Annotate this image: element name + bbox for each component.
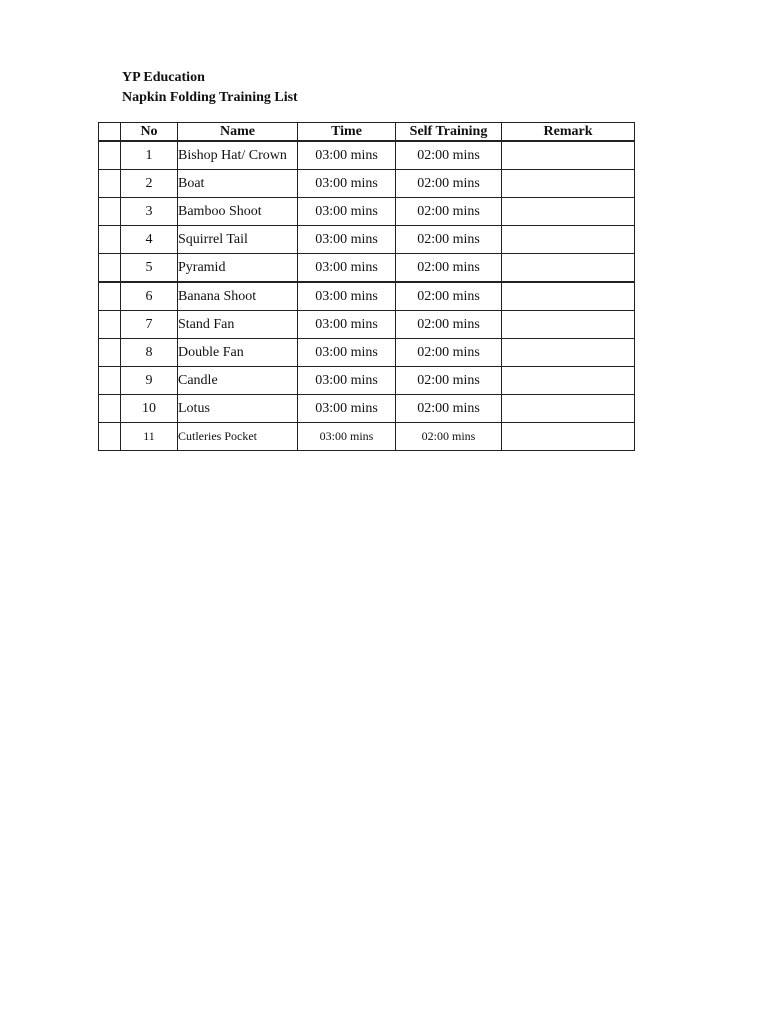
no-cell: 3 [121,198,178,226]
time-cell: 03:00 mins [298,339,396,367]
self-training-cell: 02:00 mins [396,423,502,451]
time-cell: 03:00 mins [298,198,396,226]
name-cell: Bishop Hat/ Crown [178,141,298,170]
self-training-cell: 02:00 mins [396,367,502,395]
blank-cell [99,423,121,451]
self-training-cell: 02:00 mins [396,141,502,170]
self-training-cell: 02:00 mins [396,254,502,283]
no-cell: 7 [121,311,178,339]
time-cell: 03:00 mins [298,367,396,395]
table-row [99,141,635,170]
time-cell: 03:00 mins [298,170,396,198]
remark-cell [502,423,635,451]
no-cell: 6 [121,282,178,311]
name-cell: Boat [178,170,298,198]
organization-name: YP Education [122,70,205,85]
blank-cell [99,339,121,367]
column-header-remark: Remark [502,123,635,142]
blank-cell [99,311,121,339]
time-cell: 03:00 mins [298,311,396,339]
blank-cell [99,282,121,311]
name-cell: Candle [178,367,298,395]
self-training-cell: 02:00 mins [396,339,502,367]
no-cell: 4 [121,226,178,254]
no-cell: 10 [121,395,178,423]
blank-cell [99,198,121,226]
table-row [99,367,635,395]
table-row [99,339,635,367]
blank-cell [99,254,121,283]
no-cell: 2 [121,170,178,198]
remark-cell [502,170,635,198]
name-cell: Double Fan [178,339,298,367]
training-list-table [98,122,635,451]
no-cell: 1 [121,141,178,170]
table-row [99,254,635,283]
name-cell: Stand Fan [178,311,298,339]
blank-cell [99,367,121,395]
time-cell: 03:00 mins [298,226,396,254]
self-training-cell: 02:00 mins [396,311,502,339]
table-row [99,395,635,423]
remark-cell [502,367,635,395]
self-training-cell: 02:00 mins [396,226,502,254]
no-cell: 9 [121,367,178,395]
self-training-cell: 02:00 mins [396,198,502,226]
table-row [99,282,635,311]
no-cell: 5 [121,254,178,283]
no-cell: 8 [121,339,178,367]
time-cell: 03:00 mins [298,423,396,451]
document-title: Napkin Folding Training List [122,90,298,105]
table-row [99,226,635,254]
column-header-time: Time [298,123,396,142]
name-cell: Squirrel Tail [178,226,298,254]
self-training-cell: 02:00 mins [396,282,502,311]
blank-cell [99,395,121,423]
time-cell: 03:00 mins [298,282,396,311]
blank-cell [99,141,121,170]
header-row [99,123,635,142]
column-header-blank [99,123,121,142]
remark-cell [502,198,635,226]
name-cell: Banana Shoot [178,282,298,311]
self-training-cell: 02:00 mins [396,170,502,198]
remark-cell [502,395,635,423]
column-header-name: Name [178,123,298,142]
blank-cell [99,170,121,198]
name-cell: Pyramid [178,254,298,283]
no-cell: 11 [121,423,178,451]
remark-cell [502,282,635,311]
column-header-self-training: Self Training [396,123,502,142]
table-row [99,423,635,451]
time-cell: 03:00 mins [298,254,396,283]
time-cell: 03:00 mins [298,395,396,423]
column-header-no: No [121,123,178,142]
self-training-cell: 02:00 mins [396,395,502,423]
name-cell: Bamboo Shoot [178,198,298,226]
remark-cell [502,339,635,367]
remark-cell [502,141,635,170]
name-cell: Lotus [178,395,298,423]
table-row [99,311,635,339]
table-row [99,170,635,198]
time-cell: 03:00 mins [298,141,396,170]
remark-cell [502,311,635,339]
blank-cell [99,226,121,254]
name-cell: Cutleries Pocket [178,423,298,451]
table-row [99,198,635,226]
remark-cell [502,226,635,254]
remark-cell [502,254,635,283]
